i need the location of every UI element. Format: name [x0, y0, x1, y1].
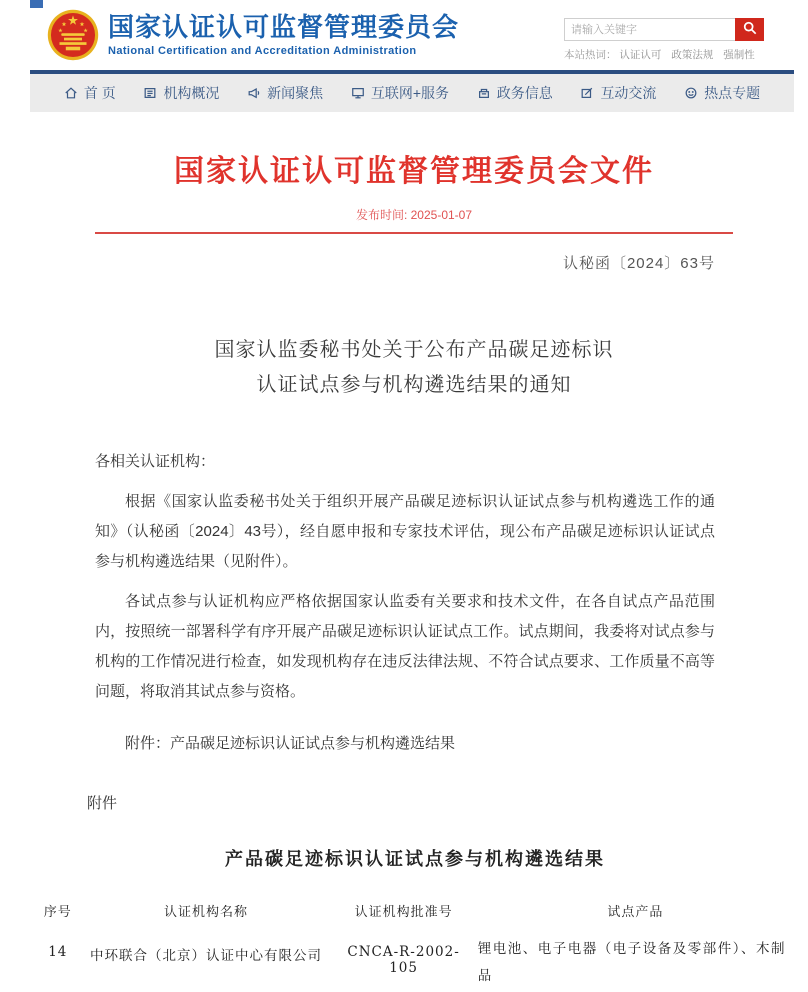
nav-label-internet-services: 互联网+服务	[370, 85, 450, 101]
nav-label-gov-info: 政务信息	[496, 85, 553, 101]
nav-label-interaction: 互动交流	[600, 85, 657, 101]
edit-icon	[580, 86, 594, 100]
document-banner-title: 国家认证认可监督管理委员会文件	[174, 155, 654, 188]
nav-item-interaction[interactable]	[580, 83, 656, 103]
publish-time: 发布时间: 2025-01-07	[355, 208, 473, 222]
table-header-row	[35, 893, 795, 928]
nav-label-hot-topics: 热点专题	[704, 85, 761, 101]
body-paragraph-2: 各试点参与认证机构应严格依据国家认监委有关要求和技术文件，在各自试点产品范围内，按照统一部署科学有序开展产品碳足迹标识认证试点工作。试点期间，我委将对试点参与机构的工作情况进行检查，如发现机构存在违反法律法规、不符合试点要求、工作质量不高等问题，将取消其试点参与资格。	[95, 593, 715, 700]
attachment-reference: 附件：产品碳足迹标识认证试点参与机构遴选结果	[125, 735, 456, 752]
site-logo-link[interactable]	[46, 8, 459, 62]
document-body	[87, 447, 715, 819]
telephone-icon	[477, 86, 491, 100]
hotword-link-2[interactable]: 政策法规	[671, 49, 714, 61]
home-icon	[64, 86, 78, 100]
header-approval-no: 认证机构批准号	[354, 905, 453, 920]
search-area	[564, 18, 764, 62]
table-row	[35, 928, 795, 992]
document-area	[0, 146, 808, 992]
cell-approval-no: CNCA-R-2002-105	[347, 944, 460, 976]
attachment-table	[35, 893, 795, 992]
nav-label-news: 新闻聚焦	[267, 85, 324, 101]
nav-item-internet-services[interactable]	[351, 83, 449, 103]
page-corner-accent	[30, 0, 43, 8]
site-header	[0, 0, 808, 70]
cell-no: 14	[48, 944, 68, 960]
hotword-link-3[interactable]: 强制性	[723, 49, 755, 61]
salutation: 各相关认证机构：	[95, 453, 216, 470]
attachment-label: 附件	[87, 795, 118, 812]
document-title-line1: 国家认监委秘书处关于公布产品碳足迹标识	[214, 339, 614, 361]
nav-label-organization: 机构概况	[163, 85, 220, 101]
monitor-icon	[351, 86, 365, 100]
megaphone-icon	[247, 86, 261, 100]
nav-item-gov-info[interactable]	[477, 83, 553, 103]
cell-org-name: 中环联合（北京）认证中心有限公司	[89, 948, 322, 964]
nav-item-home[interactable]	[64, 83, 116, 103]
header-org-name: 认证机构名称	[163, 905, 248, 920]
nav-item-news[interactable]	[247, 83, 323, 103]
cell-pilot-products: 锂电池、电子电器（电子设备及零部件）、木制品	[477, 941, 787, 984]
search-input[interactable]	[564, 18, 735, 41]
document-number: 认秘函〔2024〕63号	[562, 255, 715, 272]
body-paragraph-1: 根据《国家认监委秘书处关于组织开展产品碳足迹标识认证试点参与机构遴选工作的通知》（认秘函〔2024〕43号），经自愿申报和专家技术评估，现公布产品碳足迹标识认证试点参与机构遴选结果（见附件）。	[95, 493, 715, 570]
header-pilot-products: 试点产品	[607, 905, 664, 920]
attachment-table-title: 产品碳足迹标识认证试点参与机构遴选结果	[225, 849, 605, 870]
main-nav	[30, 70, 794, 112]
hotword-link-1[interactable]: 认证认可	[619, 49, 662, 61]
nav-item-organization[interactable]	[143, 83, 219, 103]
hotwords-bar	[564, 47, 764, 62]
smiley-icon	[684, 86, 698, 100]
organization-icon	[143, 86, 157, 100]
header-no: 序号	[43, 905, 72, 920]
hotwords-label: 本站热词：	[564, 49, 617, 61]
nav-item-hot-topics[interactable]	[684, 83, 760, 103]
site-subtitle: National Certification and Accreditation Administration	[108, 44, 417, 57]
national-emblem-icon	[46, 8, 100, 62]
document-title	[95, 333, 733, 403]
site-title: 国家认证认可监督管理委员会	[108, 12, 460, 43]
document-title-line2: 认证试点参与机构遴选结果的通知	[256, 374, 572, 396]
search-icon	[743, 21, 757, 38]
nav-label-home: 首 页	[83, 85, 116, 101]
red-divider	[95, 232, 733, 234]
search-button[interactable]	[735, 18, 764, 41]
